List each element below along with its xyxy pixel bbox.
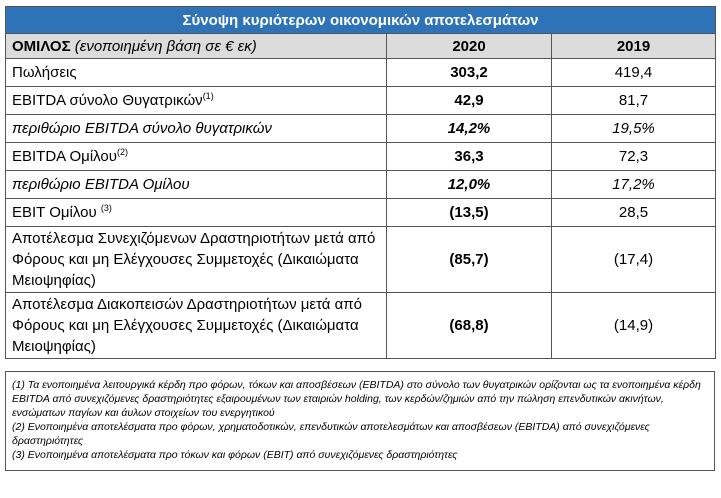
table-row (6, 59, 716, 87)
table-row (6, 171, 716, 199)
value-2019: 19,5% (552, 115, 716, 143)
value-2020: 36,3 (387, 143, 552, 171)
table-row (6, 143, 716, 171)
table-title: Σύνοψη κυριότερων οικονομικών αποτελεσμάτων (6, 7, 716, 34)
value-2019: (14,9) (552, 293, 716, 359)
header-label (6, 34, 387, 59)
row-label-text: περιθώριο EBITDA Ομίλου (12, 176, 190, 193)
row-label (6, 143, 387, 171)
table-row (6, 227, 716, 293)
row-label: Αποτέλεσμα Συνεχιζόμενων Δραστηριοτήτων μετά από Φόρους και μη Ελέγχουσες Συμμετοχές (Δικαιώματα Μειοψηφίας) (6, 227, 387, 293)
footnote-2: (2) Ενοποιημένα αποτελέσματα προ φόρων, χρηματοδοτικών, επενδυτικών αποτελεσμάτων και αποσβέσεων (EBITDA) από συνεχιζόμενες δραστηριότητες (12, 421, 650, 447)
results-table (5, 6, 716, 359)
table-row (6, 293, 716, 359)
footnote-ref: (1) (202, 91, 214, 101)
value-2020: (68,8) (387, 293, 552, 359)
value-2020: (85,7) (387, 227, 552, 293)
row-label-text: Πωλήσεις (12, 64, 77, 81)
header-row (6, 34, 716, 59)
value-2019: 419,4 (552, 59, 716, 87)
row-label-text: EBIT Ομίλου (12, 204, 97, 221)
header-label-italic: (ενοποιημένη βάση σε € εκ) (74, 37, 257, 55)
header-label-bold: ΟΜΙΛΟΣ (12, 37, 71, 55)
value-2020: 14,2% (387, 115, 552, 143)
row-label (6, 87, 387, 115)
footnote-1: (1) Τα ενοποιημένα λειτουργικά κέρδη προ φόρων, τόκων και αποσβέσεων (EBITDA) στο σύνολο των θυγατρικών ορίζονται ως τα ενοποιημένα κέρδη EBITDA από συνεχιζόμενες δραστηριότητες εξαιρουμένων των εταιριών holding, των κερδών/ζημιών από την πώληση επενδυτικών ακινήτων, ενσώματων παγίων και άυλων στοιχείων του ενεργητικού (12, 379, 701, 419)
spacer (5, 359, 715, 371)
header-year-2019: 2019 (552, 34, 716, 59)
value-2020: 303,2 (387, 59, 552, 87)
row-label-text: περιθώριο EBITDA σύνολο θυγατρικών (12, 120, 272, 137)
value-2020: (13,5) (387, 199, 552, 227)
footnote-ref: (2) (116, 147, 128, 157)
row-label: Αποτέλεσμα Διακοπεισών Δραστηριοτήτων μετά από Φόρους και μη Ελέγχουσες Συμμετοχές (Δικαιώματα Μειοψηφίας) (6, 293, 387, 359)
results-summary (5, 6, 715, 471)
row-label (6, 115, 387, 143)
header-year-2020: 2020 (387, 34, 552, 59)
row-label (6, 171, 387, 199)
footnote-3: (3) Ενοποιημένα αποτελέσματα προ τόκων και φόρων (EBIT) από συνεχιζόμενες δραστηριότητες (12, 449, 458, 461)
footnote-ref: (3) (100, 203, 112, 213)
row-label (6, 199, 387, 227)
value-2019: 72,3 (552, 143, 716, 171)
table-row (6, 87, 716, 115)
row-label-text: EBITDA σύνολο Θυγατρικών (12, 92, 203, 109)
row-label (6, 59, 387, 87)
value-2019: (17,4) (552, 227, 716, 293)
value-2019: 81,7 (552, 87, 716, 115)
value-2020: 12,0% (387, 171, 552, 199)
footnotes (5, 371, 715, 471)
row-label-text: EBITDA Ομίλου (12, 148, 117, 165)
value-2019: 28,5 (552, 199, 716, 227)
table-row (6, 115, 716, 143)
table-row (6, 199, 716, 227)
value-2020: 42,9 (387, 87, 552, 115)
value-2019: 17,2% (552, 171, 716, 199)
